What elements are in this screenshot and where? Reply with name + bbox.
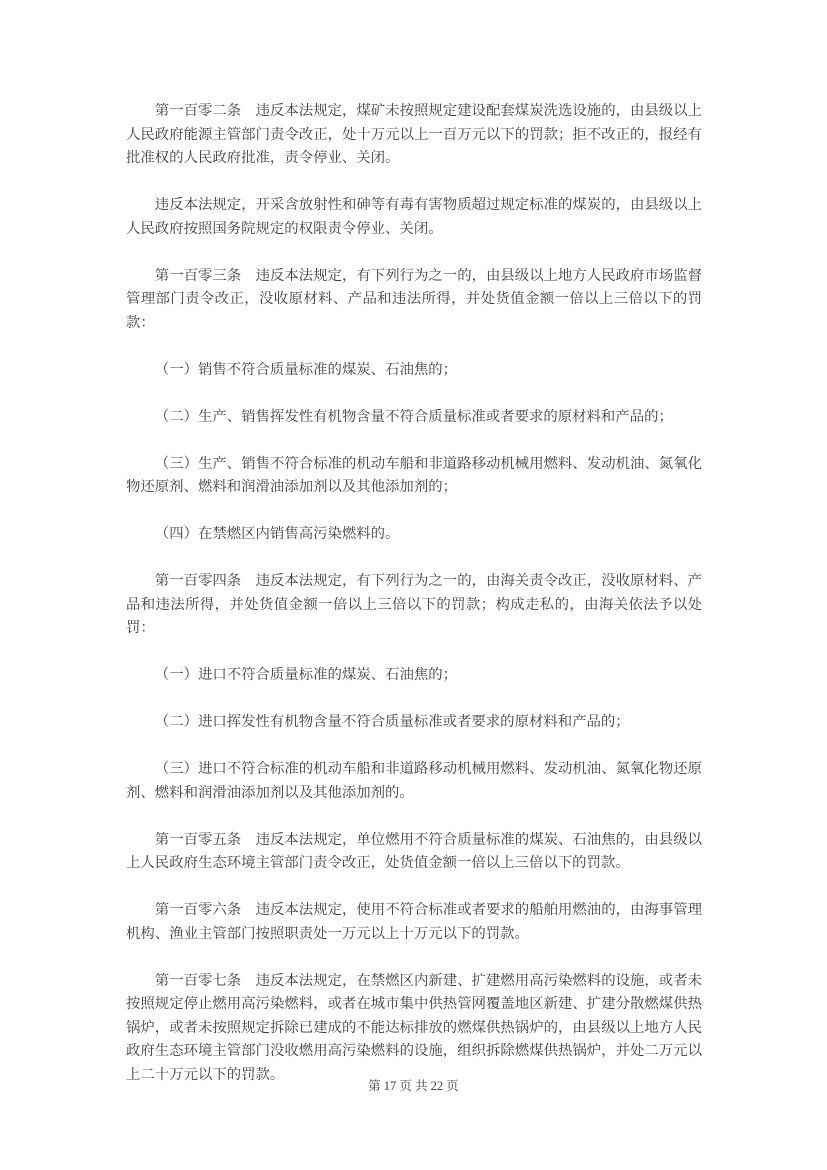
article-107: 第一百零七条 违反本法规定，在禁燃区内新建、扩建燃用高污染燃料的设施，或者未按照规定停止燃用高污染燃料，或者在城市集中供热管网覆盖地区新建、扩建分散燃煤供热锅炉，或者未按照规定拆除已建成的不能达标排放的燃煤供热锅炉的，由县级以上地方人民政府生态环境主管部门没收燃用高污染燃料的设施，组织拆除燃煤供热锅炉，并处二万元以上二十万元以下的罚款。 (126, 972, 702, 1083)
document-body (126, 100, 702, 1111)
article-104-item-2: （二）进口挥发性有机物含量不符合质量标准或者要求的原材料和产品的； (154, 714, 630, 730)
page-number-footer: 第 17 页 共 22 页 (368, 1079, 459, 1093)
article-104-item-1: （一）进口不符合质量标准的煤炭、石油焦的； (154, 667, 458, 683)
article-103-item-3: （三）生产、销售不符合标准的机动车船和非道路移动机械用燃料、发动机油、氮氧化物还原剂、燃料和润滑油添加剂以及其他添加剂的； (126, 455, 702, 495)
article-104-item-3: （三）进口不符合标准的机动车船和非道路移动机械用燃料、发动机油、氮氧化物还原剂、燃料和润滑油添加剂以及其他添加剂的。 (126, 761, 702, 801)
article-105: 第一百零五条 违反本法规定，单位燃用不符合质量标准的煤炭、石油焦的，由县级以上人民政府生态环境主管部门责令改正，处货值金额一倍以上三倍以下的罚款。 (126, 831, 702, 871)
article-103-item-4: （四）在禁燃区内销售高污染燃料的。 (154, 526, 400, 542)
article-106: 第一百零六条 违反本法规定，使用不符合标准或者要求的船舶用燃油的，由海事管理机构、渔业主管部门按照职责处一万元以上十万元以下的罚款。 (126, 902, 702, 942)
article-103-intro: 第一百零三条 违反本法规定，有下列行为之一的，由县级以上地方人民政府市场监督管理部门责令改正，没收原材料、产品和违法所得，并处货值金额一倍以上三倍以下的罚款： (126, 267, 702, 331)
article-104-intro: 第一百零四条 违反本法规定，有下列行为之一的，由海关责令改正，没收原材料、产品和违法所得，并处货值金额一倍以上三倍以下的罚款；构成走私的，由海关依法予以处罚： (126, 573, 702, 636)
article-102-para-2: 违反本法规定，开采含放射性和砷等有毒有害物质超过规定标准的煤炭的，由县级以上人民政府按照国务院规定的权限责令停业、关闭。 (126, 197, 702, 237)
article-102: 第一百零二条 违反本法规定，煤矿未按照规定建设配套煤炭洗选设施的，由县级以上人民政府能源主管部门责令改正，处十万元以上一百万元以下的罚款；拒不改正的，报经有批准权的人民政府批准，责令停业、关闭。 (126, 103, 702, 166)
article-103-item-1: （一）销售不符合质量标准的煤炭、石油焦的； (154, 361, 458, 378)
article-103-item-2: （二）生产、销售挥发性有机物含量不符合质量标准或者要求的原材料和产品的； (154, 408, 673, 425)
